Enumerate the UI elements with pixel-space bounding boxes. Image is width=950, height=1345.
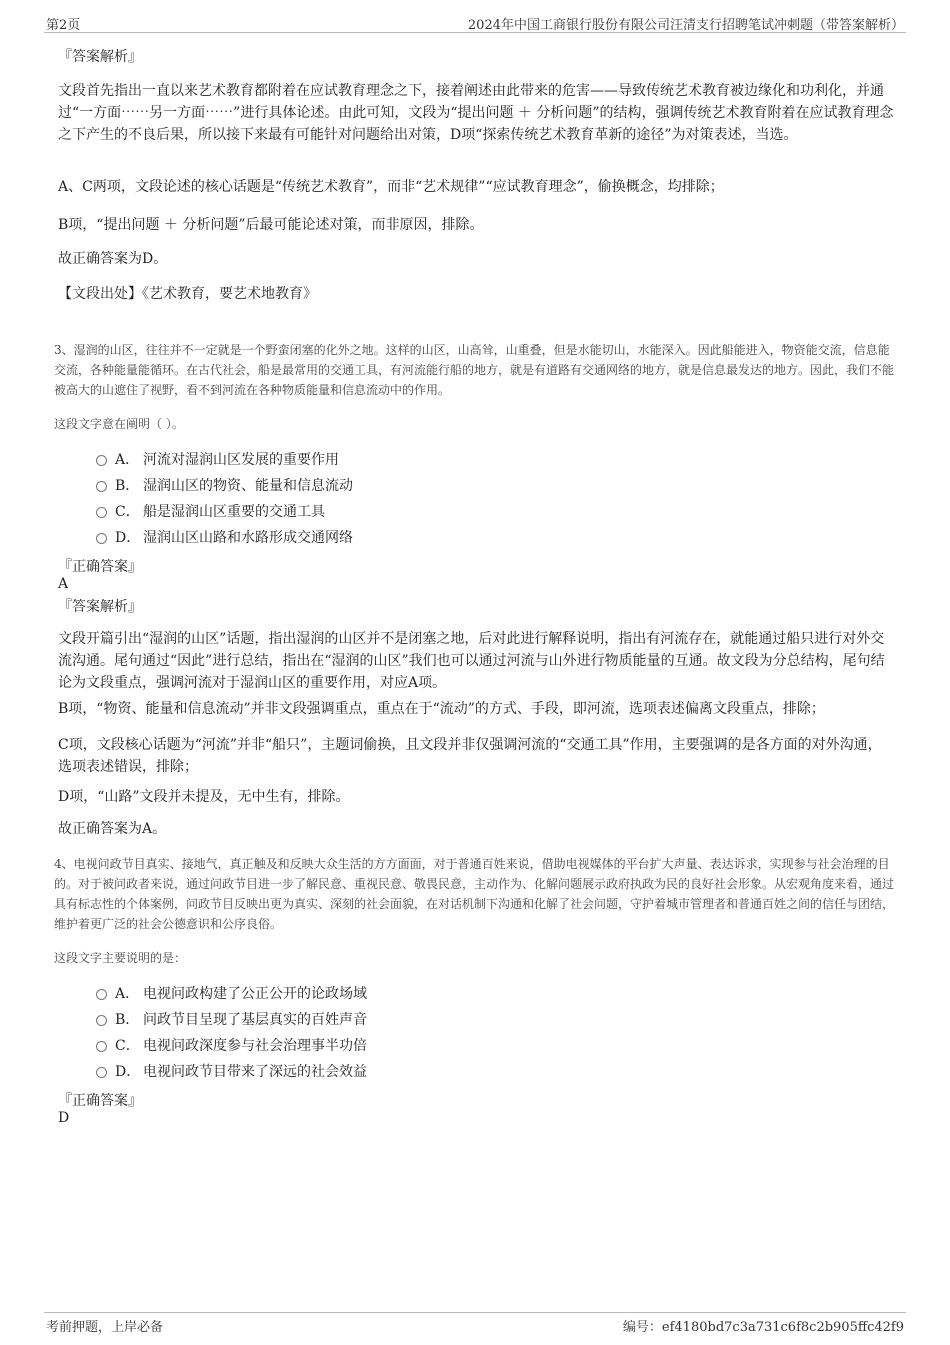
- question-stem: 3、湿润的山区，往往并不一定就是一个野蛮闭塞的化外之地。这样的山区，山高耸，山重叠，但是水能切山，水能深入。因此船能进入，物资能交流，信息能交流，各种能量能循环。在古代社会，船是最常用的交通工具，有河流能行船的地方，就是有道路有交通网络的地方，就是信息最发达的地方。因此，我们不能被高大的山遮住了视野，看不到河流在各种物质能量和信息流动中的作用。: [54, 343, 895, 397]
- analysis-paragraph: B项，“提出问题 ＋ 分析问题”后最可能论述对策，而非原因，排除。: [58, 217, 484, 233]
- option-letter: B．: [115, 478, 140, 494]
- analysis-paragraph: A、C两项，文段论述的核心话题是“传统艺术教育”，而非“艺术规律”“应试教育理念”，偷换概念，均排除；: [58, 179, 724, 195]
- correct-answer: A: [58, 576, 69, 592]
- correct-answer: D: [58, 1110, 70, 1126]
- document-title: 2024年中国工商银行股份有限公司汪清支行招聘笔试冲刺题（带答案解析）: [467, 18, 904, 33]
- option-letter: A．: [115, 986, 140, 1002]
- analysis-paragraph: 文段开篇引出“湿润的山区”话题，指出湿润的山区并不是闭塞之地，后对此进行解释说明，指出有河流存在，就能通过船只进行对外交流沟通。尾句通过“因此”进行总结，指出在“湿润的山区”我们也可以通过河流与山外进行物质能量的互通。故文段为分总结构，尾句结论为文段重点，强调河流对于湿润山区的重要作用，对应A项。: [58, 631, 885, 691]
- question-stem: 4、电视问政节目真实、接地气，真正触及和反映大众生活的方方面面，对于普通百姓来说，借助电视媒体的平台扩大声量、表达诉求，实现参与社会治理的目的。对于被问政者来说，通过问政节目进一步了解民意、重视民意、敬畏民意，主动作为、化解问题展示政府执政为民的良好社会形象。从宏观角度来看，通过具有标志性的个体案例，问政节目反映出更为真实、深刻的社会面貌，在对话机制下沟通和化解了社会问题，守护着城市管理者和普通百姓之间的信任与团结，维护着更广泛的社会公德意识和公序良俗。: [54, 857, 895, 931]
- correct-answer-tag: 『正确答案』: [58, 559, 142, 575]
- radio-button[interactable]: [96, 989, 107, 1000]
- radio-button[interactable]: [96, 1041, 107, 1052]
- correct-answer-tag: 『正确答案』: [58, 1093, 142, 1109]
- page-header: [0, 0, 950, 34]
- option-letter: A．: [115, 452, 140, 468]
- analysis-paragraph: C项，文段核心话题为“河流”并非“船只”，主题词偷换，且文段并非仅强调河流的“交通工具”作用，主要强调的是各方面的对外沟通，选项表述错误，排除；: [58, 737, 882, 775]
- page-number: 第2页: [46, 18, 81, 33]
- radio-button[interactable]: [96, 481, 107, 492]
- option-a[interactable]: [96, 984, 367, 1004]
- option-text: 问政节目呈现了基层真实的百姓声音: [143, 1012, 367, 1028]
- footer-slogan: 考前押题，上岸必备: [46, 1320, 164, 1335]
- option-text: 船是湿润山区重要的交通工具: [143, 504, 325, 520]
- option-d[interactable]: [96, 1062, 367, 1082]
- option-text: 湿润山区的物资、能量和信息流动: [143, 478, 353, 494]
- option-c[interactable]: [96, 1036, 367, 1056]
- footer-divider: [44, 1312, 906, 1313]
- analysis-paragraph: D项，“山路”文段并未提及，无中生有，排除。: [58, 789, 350, 805]
- radio-button[interactable]: [96, 1067, 107, 1078]
- option-b[interactable]: [96, 1010, 367, 1030]
- option-a[interactable]: [96, 450, 339, 470]
- option-c[interactable]: [96, 502, 325, 522]
- option-b[interactable]: [96, 476, 353, 496]
- radio-button[interactable]: [96, 1015, 107, 1026]
- analysis-paragraph: 文段首先指出一直以来艺术教育都附着在应试教育理念之下，接着阐述由此带来的危害——导致传统艺术教育被边缘化和功利化，并通过“一方面⋯⋯另一方面⋯⋯”进行具体论述。由此可知，文段为“提出问题 ＋ 分析问题”的结构，强调传统艺术教育附着在应试教育理念之下产生的不良后果，所以接下来最有可能针对问题给出对策，D项“探索传统艺术教育革新的途径”为对策表述，当选。: [58, 83, 894, 143]
- option-letter: B．: [115, 1012, 140, 1028]
- option-letter: D．: [115, 1064, 141, 1080]
- option-d[interactable]: [96, 528, 353, 548]
- option-text: 电视问政构建了公正公开的论政场域: [143, 986, 367, 1002]
- option-text: 河流对湿润山区发展的重要作用: [143, 452, 339, 468]
- question-prompt: 这段文字主要说明的是：: [54, 951, 187, 965]
- option-text: 电视问政深度参与社会治理事半功倍: [143, 1038, 367, 1054]
- source-citation: 【文段出处】《艺术教育，要艺术地教育》: [58, 286, 317, 302]
- answer-analysis-tag: 『答案解析』: [58, 599, 142, 615]
- analysis-paragraph: 故正确答案为A。: [58, 821, 167, 837]
- radio-button[interactable]: [96, 533, 107, 544]
- analysis-paragraph: 故正确答案为D。: [58, 251, 168, 267]
- analysis-paragraph: B项，“物资、能量和信息流动”并非文段强调重点，重点在于“流动”的方式、手段，即河流，选项表述偏离文段重点，排除；: [58, 701, 825, 717]
- radio-button[interactable]: [96, 455, 107, 466]
- answer-analysis-tag: 『答案解析』: [58, 49, 142, 65]
- option-letter: C．: [115, 504, 140, 520]
- option-text: 湿润山区山路和水路形成交通网络: [143, 530, 353, 546]
- radio-button[interactable]: [96, 507, 107, 518]
- option-text: 电视问政节目带来了深远的社会效益: [143, 1064, 367, 1080]
- document-id: 编号：ef4180bd7c3a731c6f8c2b905ffc42f9: [622, 1320, 904, 1335]
- option-letter: C．: [115, 1038, 140, 1054]
- header-divider: [44, 32, 906, 33]
- option-letter: D．: [115, 530, 141, 546]
- question-prompt: 这段文字意在阐明（ ）。: [54, 417, 184, 431]
